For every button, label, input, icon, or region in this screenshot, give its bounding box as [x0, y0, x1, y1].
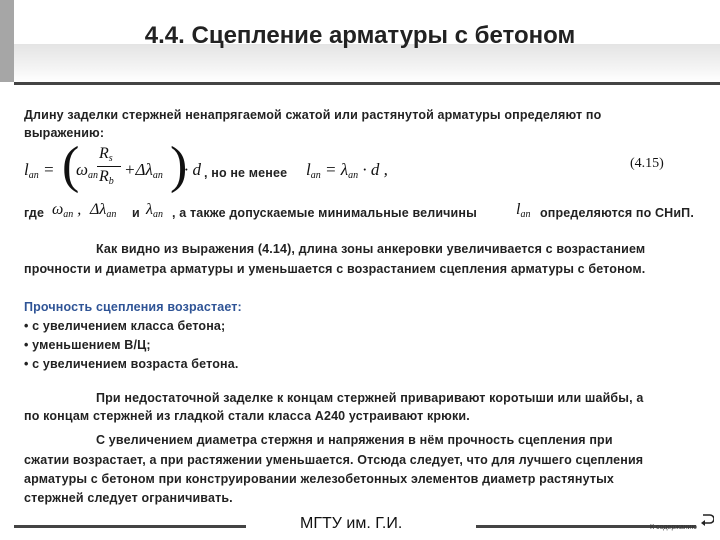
- formula-numerator: $R_s$: [99, 145, 113, 164]
- para2-line-2: по концам стержней из гладкой стали класса А240 устраивают крюки.: [24, 409, 470, 423]
- formula-right-paren: ): [170, 137, 188, 194]
- strength-item: • с увеличением класса бетона;: [24, 319, 226, 333]
- strength-heading: Прочность сцепления возрастает:: [24, 300, 242, 314]
- formula-lhs: $l_{an}$ =: [24, 160, 55, 181]
- formula-left-paren: (: [62, 137, 80, 194]
- where-l-an: $l_{an}$: [516, 201, 531, 220]
- para3-line-4: стержней следует ограничивать.: [24, 491, 233, 505]
- para1-line-2: прочности и диаметра арматуры и уменьшается с возрастанием сцепления арматуры с бетоном.: [24, 262, 646, 276]
- formula-number: (4.15): [630, 156, 664, 171]
- where-delta-lambda: $\Delta\lambda_{an}$: [90, 201, 117, 220]
- strength-item: • с увеличением возраста бетона.: [24, 357, 239, 371]
- where-omega: $\omega_{an}$ ,: [52, 201, 82, 220]
- para1-line-1: Как видно из выражения (4.14), длина зоны анкеровки увеличивается с возрастанием: [96, 242, 646, 256]
- para3-line-3: арматуры с бетоном при конструировании железобетонных элементов диаметр растянутых: [24, 472, 615, 486]
- where-lambda: $\lambda_{an}$: [146, 201, 163, 220]
- formula-fraction-bar: [97, 166, 121, 167]
- back-to-contents-button[interactable]: [650, 510, 714, 534]
- formula-times-d: · d: [184, 160, 201, 179]
- formula-min-length: $l_{an} = \lambda_{an} \cdot d$ ,: [306, 160, 388, 181]
- where-rest: , а также допускаемые минимальные величины: [172, 206, 477, 220]
- formula-denominator: $R_b$: [99, 168, 114, 187]
- page-title: 4.4. Сцепление арматуры с бетоном: [144, 22, 576, 49]
- back-to-contents-label: К содержанию: [650, 524, 697, 531]
- para3-line-2: сжатии возрастает, а при растяжении уменьшается. Отсюда следует, что для лучшего сцепления: [24, 453, 644, 467]
- para2-line-1: При недостаточной заделке к концам стержней приваривают коротыши или шайбы, а: [96, 391, 644, 405]
- formula-not-less: , но не менее: [204, 166, 288, 180]
- footer-rule-left: [14, 525, 246, 528]
- formula-delta-lambda: $+\Delta\lambda_{an}$: [124, 160, 163, 181]
- para3-line-1: С увеличением диаметра стержня и напряжения в нём прочность сцепления при: [96, 433, 613, 447]
- return-arrow-icon: [700, 512, 714, 530]
- where-and: и: [132, 206, 140, 220]
- footer-org: МГТУ им. Г.И.: [300, 515, 403, 532]
- where-gde: где: [24, 206, 45, 220]
- intro-line-2: выражению:: [24, 126, 105, 140]
- strength-item: • уменьшением В/Ц;: [24, 338, 151, 352]
- intro-line-1: Длину заделки стержней ненапрягаемой сжатой или растянутой арматуры определяют по: [24, 108, 602, 122]
- title-divider: [14, 82, 720, 85]
- formula-omega: $\omega_{an}$: [76, 160, 99, 181]
- where-end: определяются по СНиП.: [540, 206, 694, 220]
